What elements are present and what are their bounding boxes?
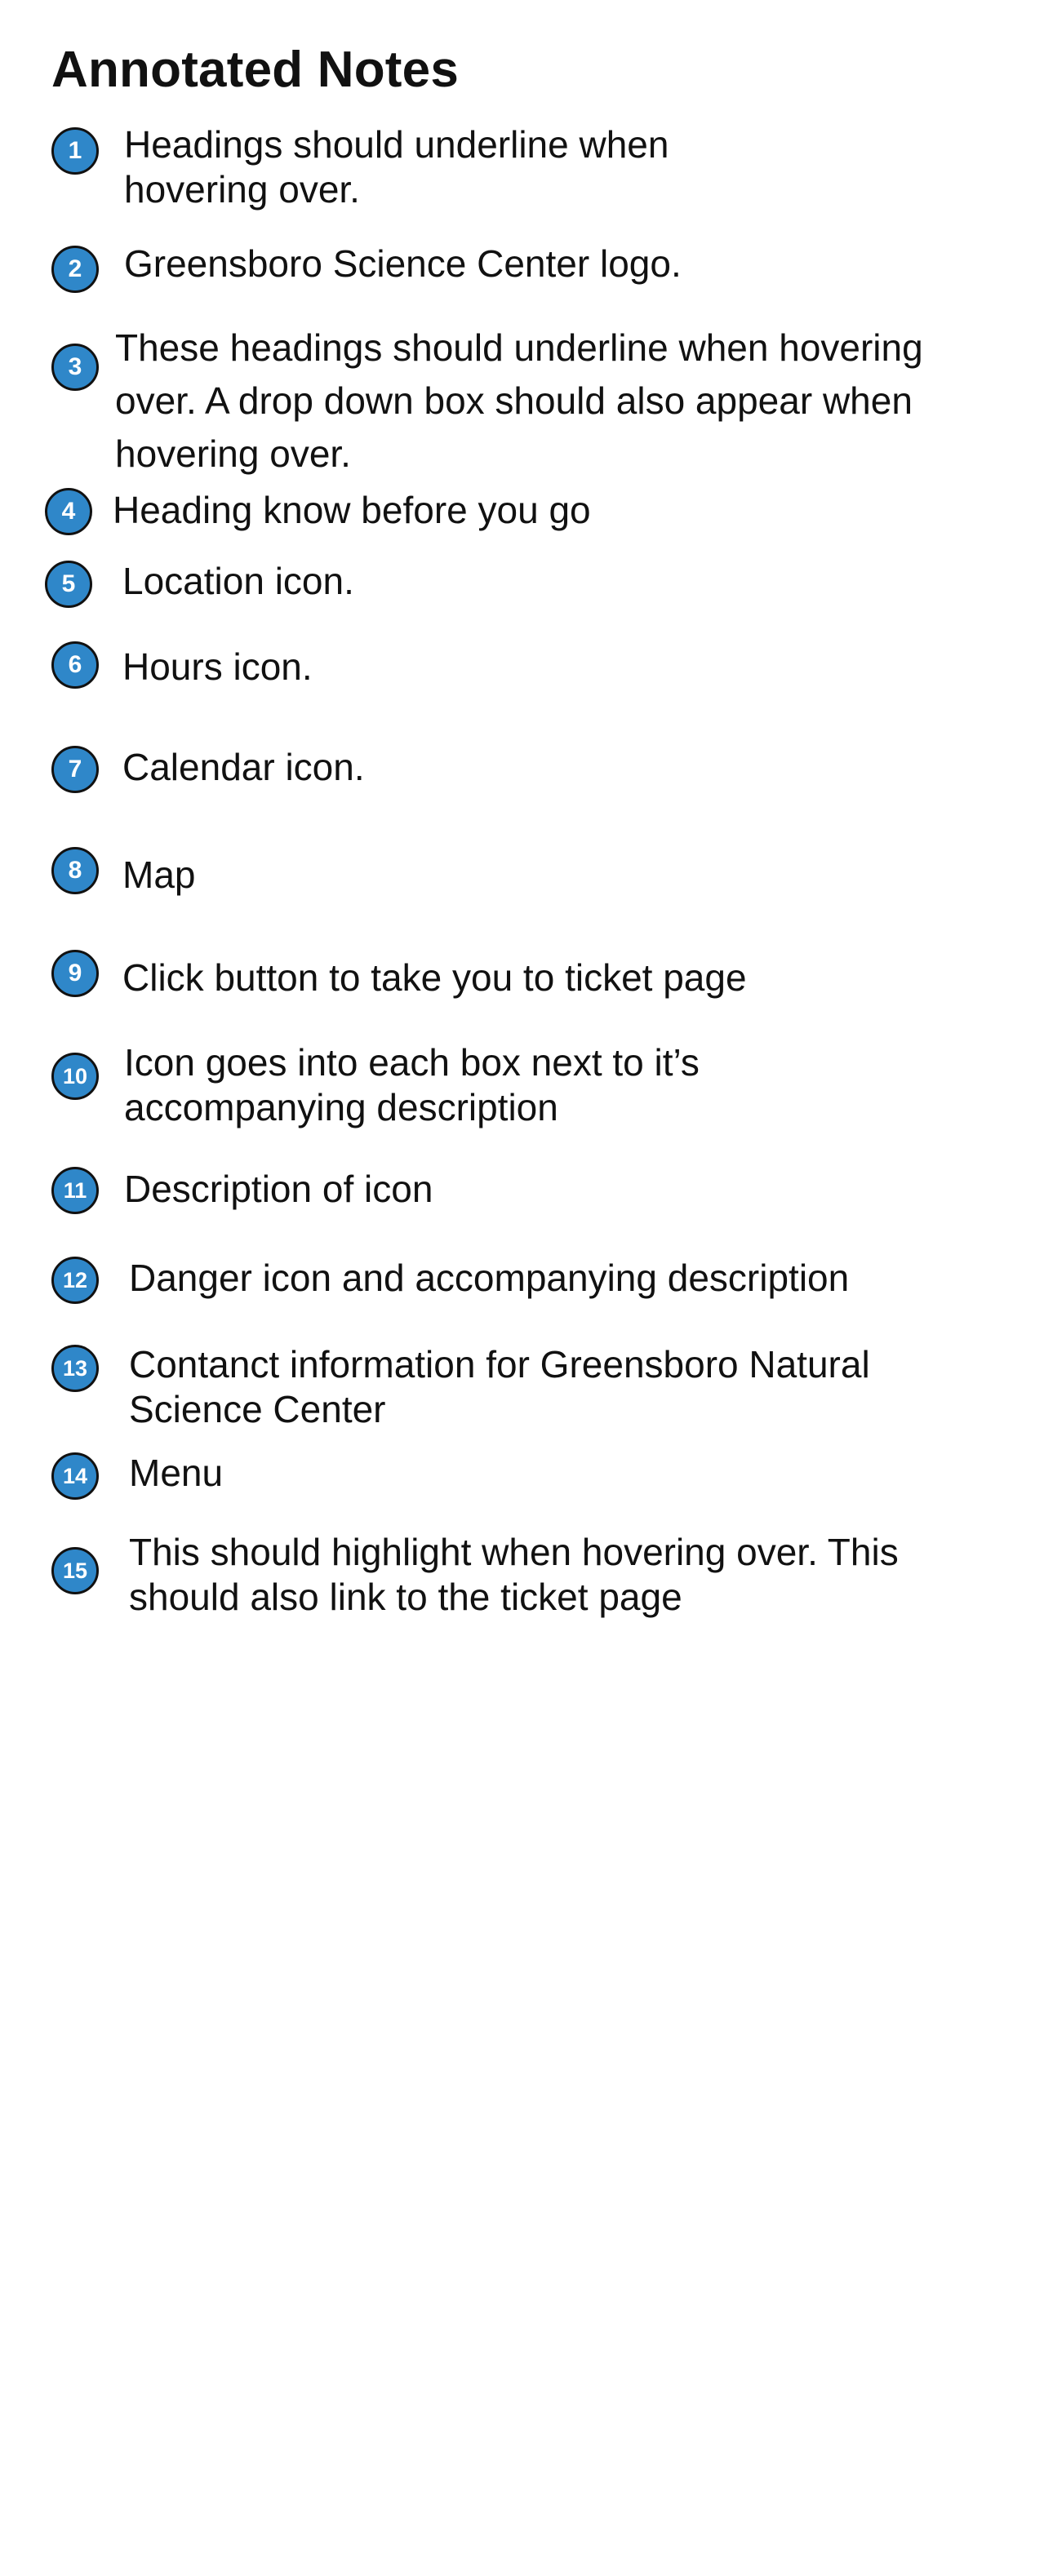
page-title: Annotated Notes	[51, 42, 459, 98]
note-number-badge: 7	[51, 746, 99, 793]
note-number-badge: 9	[51, 950, 99, 997]
note-number-badge: 6	[51, 641, 99, 689]
note-number-badge: 14	[51, 1452, 99, 1500]
note-text: This should highlight when hovering over. This should also link to the ticket page	[129, 1531, 899, 1618]
note-text: Calendar icon.	[122, 746, 365, 788]
note-text: Contanct information for Greensboro Natural Science Center	[129, 1343, 870, 1430]
note-number-badge: 13	[51, 1345, 99, 1392]
note-text: Description of icon	[124, 1168, 433, 1210]
note-number-badge: 8	[51, 847, 99, 894]
note-text: Heading know before you go	[113, 489, 591, 531]
note-text: Menu	[129, 1452, 224, 1494]
note-number-badge: 5	[45, 561, 92, 608]
note-number-badge: 12	[51, 1257, 99, 1304]
note-text: Click button to take you to ticket page	[122, 956, 747, 999]
note-number-badge: 15	[51, 1547, 99, 1594]
note-text: Map	[122, 853, 196, 896]
note-text: Headings should underline when hovering over.	[124, 123, 669, 211]
note-number-badge: 2	[51, 246, 99, 293]
note-text: These headings should underline when hovering over. A drop down box should also appear when hovering over.	[115, 326, 923, 475]
note-number-badge: 3	[51, 344, 99, 391]
note-number-badge: 1	[51, 127, 99, 175]
note-number-badge: 4	[45, 488, 92, 535]
note-text: Hours icon.	[122, 645, 313, 688]
note-text: Location icon.	[122, 560, 354, 602]
note-number-badge: 11	[51, 1167, 99, 1214]
note-number-badge: 10	[51, 1053, 99, 1100]
note-text: Greensboro Science Center logo.	[124, 242, 682, 285]
note-text: Icon goes into each box next to it’s accompanying description	[124, 1041, 700, 1128]
note-text: Danger icon and accompanying description	[129, 1257, 850, 1299]
